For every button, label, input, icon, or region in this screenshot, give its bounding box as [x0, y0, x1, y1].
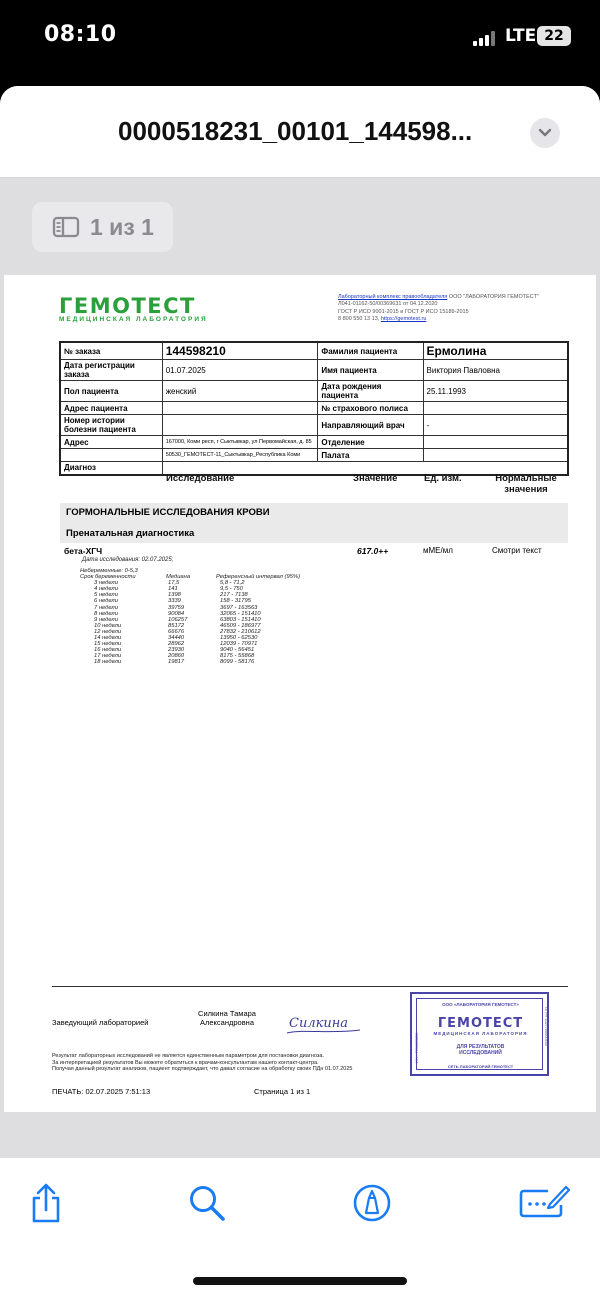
address2-value: 50530_ГЕМОТЕСТ-11_Сыктывкар_Республика Коми: [162, 449, 318, 462]
doctor-label: Направляющий врач: [318, 415, 423, 436]
ref-header-interval: Референсный интервал (95%): [216, 574, 301, 581]
order-label: № заказа: [60, 342, 162, 360]
referring-doctor: -: [423, 415, 568, 436]
battery-icon: 22: [537, 26, 571, 46]
lab-phone: 8 800 550 13 13,: [338, 315, 381, 322]
test-unit: мМЕ/мл: [423, 546, 453, 555]
history-number: [162, 415, 318, 436]
column-norm: Нормальные значения: [495, 473, 557, 495]
stamp-top-text: ООО «ЛАБОРАТОРИЯ ГЕМОТЕСТ»: [442, 1002, 519, 1007]
patient-surname: Ермолина: [423, 342, 568, 360]
svg-text:Силкина: Силкина: [289, 1016, 349, 1031]
stamp-right-text: ОГРН 1027700000443: [544, 1007, 548, 1046]
stamp-bottom-text: СЕТЬ ЛАБОРАТОРИЙ ГЕМОТЕСТ: [447, 1064, 514, 1069]
logo-subtitle: МЕДИЦИНСКАЯ ЛАБОРАТОРИЯ: [59, 316, 208, 323]
patient-sex: женский: [162, 381, 318, 402]
page-number: Страница 1 из 1: [254, 1087, 311, 1096]
sidebar-icon: [52, 216, 80, 238]
name-label: Имя пациента: [318, 360, 423, 381]
surname-label: Фамилия пациента: [318, 342, 423, 360]
home-indicator[interactable]: [193, 1277, 407, 1285]
share-icon[interactable]: [28, 1183, 64, 1225]
document-sheet: [0, 86, 600, 1298]
address-label: Адрес: [60, 436, 162, 449]
test-norm: Смотри текст: [492, 546, 542, 555]
column-study: Исследование: [166, 473, 235, 484]
test-value: 617.0++: [357, 546, 389, 556]
column-value: Значение: [353, 473, 398, 484]
patient-address-label: Адрес пациента: [60, 402, 162, 415]
fill-and-sign-icon[interactable]: [518, 1183, 570, 1221]
history-label: Номер истории болезни пациента: [60, 415, 162, 436]
sex-label: Пол пациента: [60, 381, 162, 402]
insurance-label: № страхового полиса: [318, 402, 423, 415]
search-icon[interactable]: [187, 1183, 227, 1223]
lab-site-link[interactable]: https://gemotest.ru: [380, 315, 427, 322]
chevron-down-icon: [538, 127, 552, 139]
page-counter[interactable]: [32, 202, 173, 252]
lab-gost: ГОСТ Р ИСО 9001-2015 и ГОСТ Р ИСО 15189-2015: [338, 308, 469, 315]
status-time: 08:10: [44, 22, 117, 47]
order-number: 144598210: [162, 342, 318, 360]
pdf-viewer[interactable]: [0, 178, 600, 1158]
section-band: [60, 503, 568, 543]
signer-name-line1: Силкина Тамара: [198, 1009, 256, 1018]
patient-birth: 25.11.1993: [423, 381, 568, 402]
address-value: 167000, Коми респ, г Сыктывкар, ул Первомайская, д. 85: [162, 436, 318, 449]
stamp-left-text: ИНН 7706399650: [415, 1032, 419, 1063]
stamp-for-text: ДЛЯ РЕЗУЛЬТАТОВ ИССЛЕДОВАНИЙ: [456, 1044, 505, 1056]
status-bar: [0, 0, 600, 80]
page-counter-text: 1 из 1: [90, 214, 154, 240]
patient-address: [162, 402, 318, 415]
signal-icon: [473, 30, 499, 46]
ward-value: [423, 449, 568, 462]
section-title: ГОРМОНАЛЬНЫЕ ИССЛЕДОВАНИЯ КРОВИ: [66, 507, 270, 518]
ward-label: Палата: [318, 449, 423, 462]
document-title[interactable]: 0000518231_00101_144598...: [118, 116, 473, 146]
patient-table: [59, 341, 569, 476]
pdf-page: ГЕМОТЕСТ МЕДИЦИНСКАЯ ЛАБОРАТОРИЯ Лабораторный комплекс правообладателя ООО "ЛАБОРАТОРИЯ ГЕМОТЕСТ" Л041-01162-50/00369631 от 04.12.2020 ГОСТ Р ИСО 9001-2015 и ГОСТ Р ИСО 15189-2015 8 800 550 13 13, https://gemotest.ru № заказа 144598210 Фамилия пациента Ермолина Дата регистрации заказа 01.07.2025 Имя пациента Виктория Павловна Пол пациента женский Дата рождения пациента 25.11.1993 Адрес пациента № страхового полиса Номер истории болезни пациента Направляющий врач - Адрес 167000, Коми респ, г Сыктывкар, ул Первомайская, д. 85 Отделение 50530_ГЕМОТЕСТ-11_Сыктывкар_Республика Коми Палата Диагноз Исследование Значение Ед. изм. Нормальные значения ГОРМОНАЛЬНЫЕ ИССЛЕДОВАНИЯ КРОВИ Пренатальная диагностика бета-ХГЧ 617.0++ мМЕ/мл Смотри текст Дата исследования: 02.07.2025; Небеременные: 0-5,3 Срок беременности Медиана Референсный интервал (95%) 3 недели 17,5 5,8 - 71,2 4 недели 141 9,5 - 750 5 недели 1398 217 - 7138 6 недели 3339 158 - 31795 7 недели 39759 3697 - 163563 8 недели 90084 32065 - 151410 9 недели 106257 63803 - 151410 10 недели 85172 46509 - 186977 12 недели 66676 27832 - 210612 14 недели 34440 13950 - 62530 15 недели 28962 12039 - 70971 16 недели 23930 9040 - 56451 17 недели 20860 8175 - 55868 18 недели 19817 8099 - 58176 Заведующий лабораторией Силкина Тамара Александровна Силкина ООО «ЛАБОРАТОРИЯ ГЕМОТЕСТ» ГЕМОТЕСТ МЕДИЦИНСКАЯ ЛАБОРАТОРИЯ ДЛЯ РЕЗУЛЬТАТОВ ИССЛЕДОВАНИЙ СЕТЬ ЛАБОРАТОРИЙ ГЕМОТЕСТ ИНН 7706399650 ОГРН 1027700000443 Результат лабораторных исследований не является единственным параметром для постановки диагноза. За интерпретацией результатов Вы можете обратиться к врачам-консультантам нашего контакт-центра. Получая данный результат анализов, пациент подтверждает, что давал согласие на обработку своих ПДн 01.07.2025 ПЕЧАТЬ: 02.07.2025 7:51:13 Страница 1 из 1: [4, 275, 596, 1112]
test-date: Дата исследования: 02.07.2025;: [82, 557, 174, 563]
title-bar: [0, 86, 600, 178]
lab-license: Л041-01162-50/00369631 от 04.12.2020: [338, 301, 438, 308]
disclaimer: Результат лабораторных исследований не является единственным параметром для постановки диагноза. За интерпретацией результатов Вы можете обратиться к врачам-консультантам нашего контакт-центра. Получая данный результат анализов, пациент подтверждает, что давал согласие на обработку своих ПДн 01.07.2025: [52, 1053, 353, 1072]
network-type: LTE: [505, 26, 537, 46]
print-timestamp: ПЕЧАТЬ: 02.07.2025 7:51:13: [52, 1087, 151, 1096]
logo-text: ГЕМОТЕСТ: [59, 294, 196, 318]
gemotest-logo: [59, 294, 208, 323]
lab-stamp: [410, 992, 549, 1076]
lab-info-org: ООО "ЛАБОРАТОРИЯ ГЕМОТЕСТ": [447, 294, 539, 300]
subsection-title: Пренатальная диагностика: [66, 528, 195, 539]
signer-name-line2: Александровна: [200, 1018, 254, 1027]
department-label: Отделение: [318, 436, 423, 449]
signature-divider: [52, 986, 568, 987]
lab-info: [338, 294, 568, 323]
birth-label: Дата рождения пациента: [318, 381, 423, 402]
signer-role: Заведующий лабораторией: [52, 1018, 149, 1027]
test-name: бета-ХГЧ: [64, 546, 103, 556]
reg-date-label: Дата регистрации заказа: [60, 360, 162, 381]
stamp-main-text: ГЕМОТЕСТ: [437, 1016, 524, 1031]
insurance-number: [423, 402, 568, 415]
ref-header-median: Медиана: [166, 574, 191, 581]
patient-name: Виктория Павловна: [423, 360, 568, 381]
stamp-sub-text: МЕДИЦИНСКАЯ ЛАБОРАТОРИЯ: [433, 1031, 528, 1036]
markup-icon[interactable]: [352, 1183, 392, 1223]
signature-scribble: [284, 1009, 364, 1037]
ref-header-term: Срок беременности: [80, 574, 136, 581]
title-menu-button[interactable]: [530, 118, 560, 148]
diagnosis-label: Диагноз: [60, 462, 162, 475]
department-value: [423, 436, 568, 449]
lab-info-link[interactable]: Лабораторный комплекс правообладателя: [338, 294, 448, 300]
column-unit: Ед. изм.: [424, 473, 462, 484]
address2-label: [60, 449, 162, 462]
signer-name: [182, 1009, 272, 1027]
reg-date: 01.07.2025: [162, 360, 318, 381]
